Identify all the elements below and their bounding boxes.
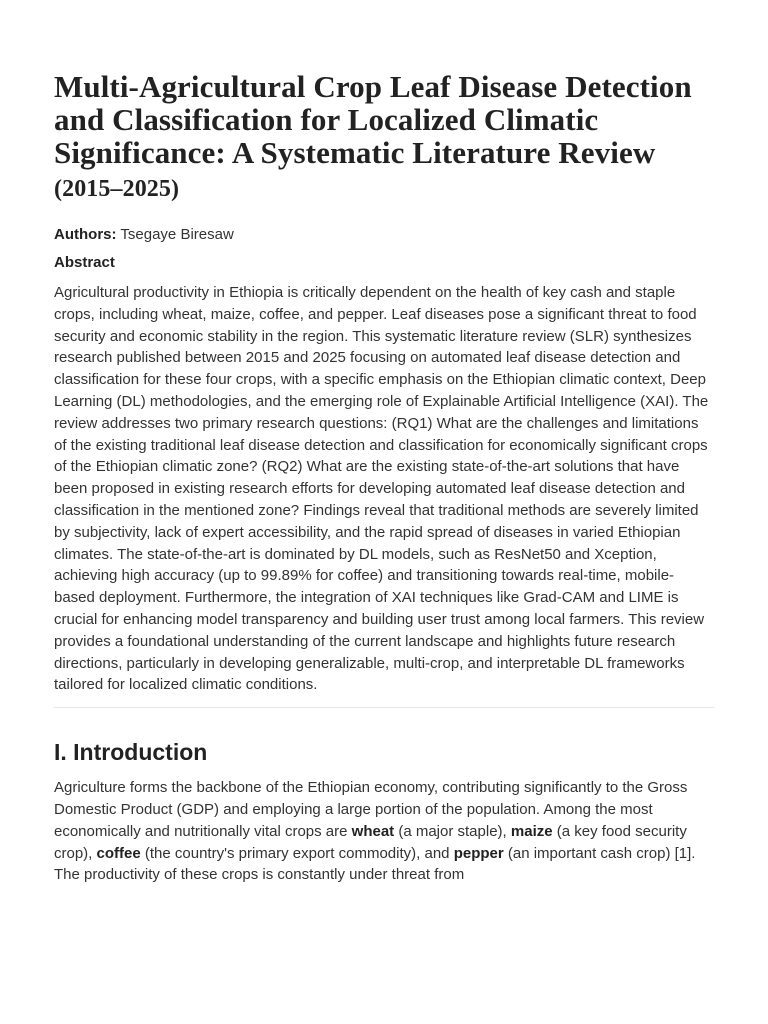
- section-divider: [54, 707, 714, 708]
- abstract-paragraph: Agricultural productivity in Ethiopia is critically dependent on the health of key cash and staple crops, including wheat, maize, coffee, and pepper. Leaf diseases pose a significant threat to food security and economic stability in the region. This systematic literature review (SLR) synthesizes research published between 2015 and 2025 focusing on automated leaf disease detection and classification for these four crops, with a specific emphasis on the Ethiopian climatic context, Deep Learning (DL) methodologies, and the emerging role of Explainable Artificial Intelligence (XAI). The review addresses two primary research questions: (RQ1) What are the challenges and limitations of the existing traditional leaf disease detection and classification for economically significant crops of the Ethiopian climatic zone? (RQ2) What are the existing state-of-the-art solutions that have been proposed in existing research efforts for developing automated leaf disease detection and classification in the mentioned zone? Findings reveal that traditional methods are severely limited by subjectivity, lack of expert accessibility, and the rapid spread of diseases in varied Ethiopian climates. The state-of-the-art is dominated by DL models, such as ResNet50 and Xception, achieving high accuracy (up to 99.89% for coffee) and transitioning towards real-time, mobile-based deployment. Furthermore, the integration of XAI techniques like Grad-CAM and LIME is crucial for enhancing model transparency and building user trust among local farmers. This review provides a foundational understanding of the current landscape and highlights future research directions, particularly in developing generalizable, multi-crop, and interpretable DL frameworks tailored for localized climatic conditions.: [54, 284, 709, 694]
- authors-label: Authors:: [54, 226, 117, 243]
- intro-text-part-2: (a major staple),: [394, 822, 511, 840]
- intro-text-part-4: (the country's primary export commodity), and: [140, 844, 454, 862]
- authors-line: [54, 225, 714, 245]
- paper-title-years: (2015–2025): [54, 176, 180, 202]
- crop-coffee: coffee: [96, 844, 141, 862]
- intro-text-part-5: (an important cash crop) [1]. The productivity of these crops is constantly under threat from: [54, 844, 696, 884]
- paper-title-main: Multi-Agricultural Crop Leaf Disease Detection and Classification for Localized Climatic Significance: A Systematic Literature Review: [54, 69, 692, 170]
- intro-text-part-1: Agriculture forms the backbone of the Ethiopian economy, contributing significantly to the Gross Domestic Product (GDP) and employing a large portion of the population. Among the most economically and nutritionally vital crops are: [54, 779, 688, 840]
- authors-value: Tsegaye Biresaw: [120, 226, 234, 243]
- paper-title: [54, 70, 714, 206]
- introduction-paragraph: [54, 777, 714, 886]
- abstract-heading: Abstract: [54, 254, 115, 271]
- crop-pepper: pepper: [453, 844, 504, 862]
- crop-wheat: wheat: [351, 822, 395, 840]
- crop-maize: maize: [510, 822, 553, 840]
- introduction-heading: I. Introduction: [54, 739, 208, 766]
- intro-text-part-3: (a key food security crop),: [54, 822, 687, 862]
